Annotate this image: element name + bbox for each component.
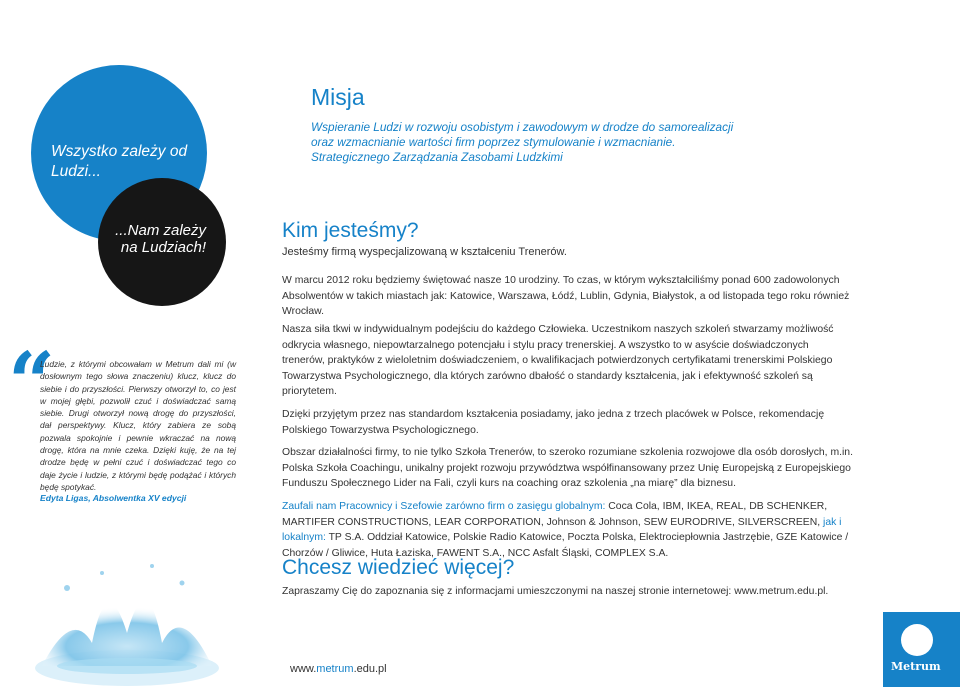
mission-text: Wspieranie Ludzi w rozwoju osobistym i zawodowym w drodze do samorealizacji oraz wzmacnianie wartości firm poprzez stymulowanie i wzmacnianie. Strategicznego Zarządzania Zasobami Ludzkimi [311,120,734,164]
circle-blue-text: Wszystko zależy od Ludzi... [51,143,188,180]
who-paragraph-2: Nasza siła tkwi w indywidualnym podejściu do każdego Człowieka. Uczestnikom naszych szkoleń stwarzamy możliwość odkrycia własnego, niepowtarzalnego potencjału i stylu pracy trenerskiej. A wszystko to w asyście doświadczonych trenerów, praktyków z wieloletnim doświadczeniem, o kwalifikacjach potwierdzonych certyfikatami trenerskimi Polskiego Towarzystwa Psychologicznego, dla których zarówno dbałość o standardy kształcenia, jak i efektywność szkoleń są priorytetem. [282,324,834,398]
who-paragraph-3: Dzięki przyjętym przez nas standardom kształcenia posiadamy, jako jedna z trzech placówek w Polsce, rekomendację Polskiego Towarzystwa Psychologicznego. [282,408,825,436]
logo-text: Metrum [891,660,941,673]
who-body-2 [282,322,854,568]
clients-local: TP S.A. Oddział Katowice, Polskie Radio Katowice, Poczta Polska, Elektrociepłownia Jastrzębie, GZE Katowice / Chorzów / Gliwice, Huta Łaziska, FAWENT S.A., NCC Asfalt Śląski, COMPLEX S.A. [282,532,849,559]
footer-url-link[interactable] [290,663,387,675]
logo-circle-icon [901,624,933,656]
testimonial-text: Ludzie, z którymi obcowałam w Metrum dali mi (w dosłownym tego słowa znaczeniu) klucz, klucz do siebie i do przyszłości. Pierwszy otworzył to, co jest w mojej głębi, pozwolił czuć i doświadczać samą siebie. Drugi otworzył nową drogę do przyszłości, dał perspektywy. Klucz, który zabiera ze sobą pozwala spokojnie i pewnie wkraczać na nową drogę, która na mnie czeka. Dzięki kuję, że na tej drodze będę w pełni czuć i doświadczać tego co daje życie i ludzie, z którymi będę podążać i których będę spotykać. [40,359,236,492]
testimonial-author: Edyta Ligas, Absolwentka XV edycji [40,493,187,503]
water-splash-image [32,548,222,687]
who-paragraph-1: W marcu 2012 roku będziemy świętować nasze 10 urodziny. To czas, w którym wykształciliśmy ponad 600 zadowolonych Absolwentów w takich miastach jak: Katowice, Warszawa, Łódź, Lublin, Gdynia, Białystok, a od listopada tego roku również Wrocław. [282,275,850,318]
who-subtitle: Jesteśmy firmą wyspecjalizowaną w kształceniu Trenerów. [282,246,567,258]
footer-url-domain: metrum [316,663,354,675]
footer-url-suffix: .edu.pl [353,663,387,675]
circle-slogan [98,178,226,306]
metrum-logo [883,612,960,687]
footer-url-prefix: www. [290,663,317,675]
clients-local-lead: jak i lokalnym: [282,516,842,544]
mission-title: Misja [311,84,365,110]
circle-black-text: ...Nam zależy na Ludziach! [115,222,206,256]
more-title: Chcesz wiedzieć więcej? [282,556,515,579]
clients-lead: Zaufali nam Pracownicy i Szefowie zarówno firm o zasięgu globalnym: [282,500,606,512]
who-body [282,273,854,327]
who-title: Kim jesteśmy? [282,219,419,242]
more-text: Zapraszamy Cię do zapoznania się z informacjami umieszczonymi na naszej stronie internetowej: www.metrum.edu.pl. [282,586,829,597]
quote-mark-icon: “ [8,335,56,431]
who-paragraph-5 [282,499,854,561]
clients-global: Coca Cola, IBM, IKEA, REAL, DB SCHENKER, MARTIFER CONSTRUCTIONS, LEAR CORPORATION, Johnson & Johnson, SEW EURODRIVE, SILVERSCREEN, [282,500,828,528]
who-paragraph-4: Obszar działalności firmy, to nie tylko Szkoła Trenerów, to szeroko rozumiane szkolenia rozwojowe dla osób dorosłych, m.in. Polska Szkoła Coachingu, unikalny projekt rozwoju przywództwa współfinansowany przez Unię Europejską z Europejskiego Funduszu Społecznego Lider na Fali, czyli kurs na coaching oraz szkolenia „na miarę” dla biznesu. [282,447,853,490]
